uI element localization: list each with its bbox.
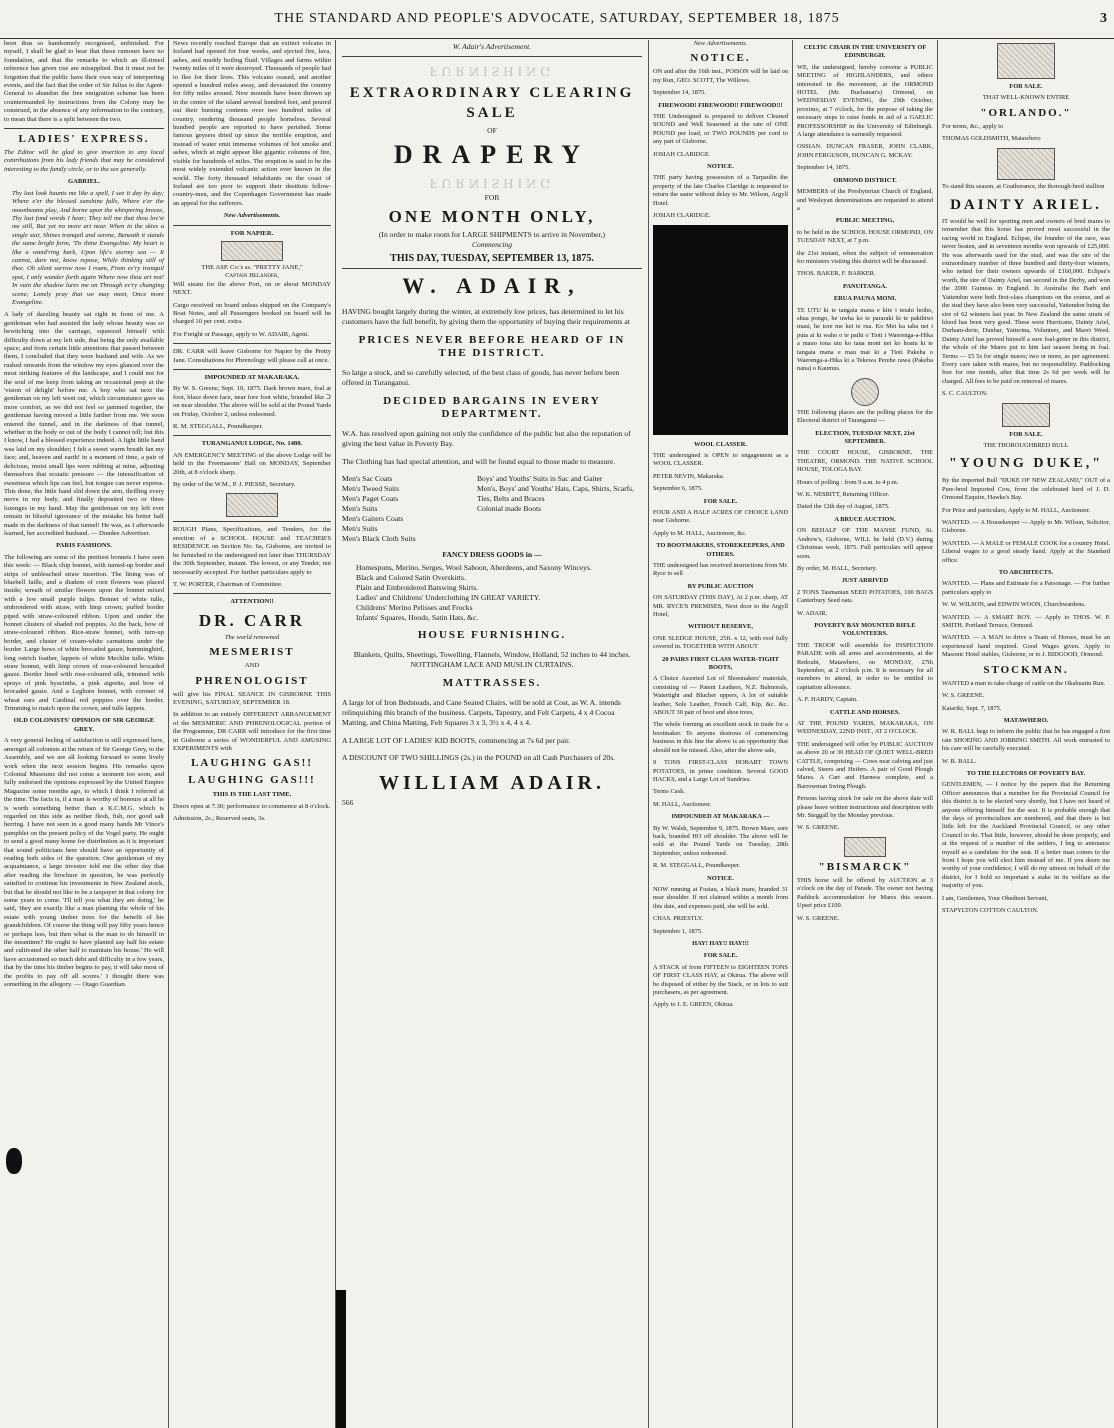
column-5: [793, 40, 937, 1428]
divider: [173, 521, 331, 522]
architects-sign: W. W. WILSON, and EDWIN WOON, Churchwardens.: [942, 601, 1086, 609]
list-item: Infants' Squares, Hoods, Satin Hats, &c.: [356, 613, 479, 623]
page-damage: [336, 1290, 346, 1428]
stockman-date: Kaiariki, Sept. 7, 1875.: [942, 704, 1002, 712]
list-item: Men's Suits: [342, 504, 378, 514]
list-item: Boys' and Youths' Suits in Sac and Gaiter: [476, 474, 603, 484]
firewood-heading: FIREWOOD! FIREWOOD!! FIREWOOD!!!: [658, 101, 783, 109]
ladies-editor-note: The Editor will be glad to give insertion to any local contributions from his lady friends that may be considered interesting to the family circle, or to the sex generally.: [4, 149, 164, 173]
list-item: Childrens' Merino Pelisses and Frocks: [356, 603, 473, 613]
william-adair-heading: WILLIAM ADAIR.: [378, 771, 606, 794]
celtic-date: September 14, 1875.: [797, 164, 850, 172]
napier-text: Will steam for the above Port, on or about MONDAY NEXT.: [173, 280, 331, 297]
napier-captain: Captain Helander,: [225, 272, 279, 280]
auction-heading: BY PUBLIC AUCTION: [687, 582, 754, 590]
divider: [342, 268, 642, 269]
poison-date: September 14, 1875.: [653, 89, 706, 97]
page-number: 3: [1100, 11, 1108, 26]
for-label: FOR: [484, 193, 500, 202]
makaraka-heading: IMPOUNDED AT MAKARAKA —: [671, 813, 770, 821]
having-bought-text: HAVING bought largely during the winter, at extremely low prices, has determined to let his customers have the full benefit, by giving them the opportunity of buying their requirements at: [342, 306, 630, 326]
politics-text: been thus so handsomely recognised, unfinished. For myself, I shall be glad to hear that these rumours have no foundation, and that the remarks to which an ill-timed reference has given rise are misapplied. But it must not be forgotten that the public have their own way of interpreting events, and the fact that the order of Sir Julius to the Agent-General to abandon the free emigration scheme has been countermanded by instructions from the Colony may be construed, in the absence of any information to the contrary, to mean that there is a split between the two.: [4, 40, 164, 123]
impound-heading: IMPOUNDED AT MAKARAKA.: [204, 374, 300, 381]
school-house-text: to be held in the SCHOOL HOUSE ORMOND, ON TUESDAY NEXT, at 7 p.m.: [797, 228, 933, 245]
list-item: Men's Black Cloth Suits: [342, 534, 416, 544]
materials-text: A Choice Assorted Lot of Shoemakers' materials, consisting of — Patent Leathers, N.Z. Balmorals, Watertight and Blucher uppers, A lot of suitable leather, Sole Leather, French Calf, Kip, &c. &c. ABOUT 30 pair of boot and shoe trees,: [653, 675, 788, 717]
lodge-sign: By order of the W.M., P. J. PIESSE, Secretary.: [173, 481, 296, 489]
commencing-label: Commencing: [471, 240, 513, 249]
bismarck-heading: "BISMARCK": [818, 860, 912, 873]
tender-text: ROUGH Plans, Specifications, and Tenders, for the erection of a SCHOOL HOUSE and TEACHER'S RESIDENCE on Section No. 6a, Gisborne, are invited to be furnished to the undersigned not later than THURSDAY the 30th September, instant. The lowest, or any Tender, not necessarily accepted. For further particulars apply to: [173, 526, 331, 576]
celtic-names: OSSIAN. DUNCAN FRASER, JOHN CLARK, JOHN FERGUSON, DUNCAN G. MCKAY.: [797, 143, 933, 159]
doors-text: Doors open at 7.30; performance to commence at 8 o'clock.: [173, 802, 331, 810]
stand-text: To stand this season, at Coathorance, the thorough-bred stallion: [942, 182, 1105, 190]
notice-heading: NOTICE.: [690, 52, 751, 65]
young-duke-heading: "YOUNG DUKE,": [948, 456, 1104, 472]
ormond-text: MEMBERS of the Presbyterian Church of England, and Wesleyan denominations are requested to attend a: [797, 188, 933, 212]
without-reserve: WITHOUT RESERVE,: [687, 623, 753, 631]
fostau-sign: CHAS. PRIESTLY.: [653, 915, 704, 923]
list-item: Men's, Boys' and Youths' Hats, Caps, Shirts, Scarfs, Ties, Belts and Braces: [476, 484, 634, 504]
ormond-heading: ORMOND DISTRICT.: [833, 176, 897, 184]
bismarck-text: THIS horse will be offered by AUCTION at 3 o'clock on the day of Parade. The owner not having Paddock accommodation for Mares this season. Upset price £100.: [797, 876, 933, 910]
electors-sign: STAPYLTON COTTON CAULTON.: [942, 907, 1039, 915]
admission-text: Admission, 2s.; Reserved seats, 3s.: [173, 815, 266, 823]
makaraka-sign: R. M. STEGGALL, Poundkeeper.: [653, 862, 741, 870]
so-large-text: So large a stock, and so carefully selected, of the best class of goods, has never before been offered in Turanganui.: [342, 367, 620, 387]
napier-heading: FOR NAPIER.: [230, 229, 274, 237]
drapery-heading: DRAPERY: [393, 140, 591, 169]
ladies-express-heading: LADIES' EXPRESS.: [18, 133, 150, 146]
celtic-heading: CELTIC CHAIR IN THE UNIVERSITY OF EDINBURGH.: [803, 44, 927, 60]
poison-text: ON and after the 16th inst., POISON will be laid on my Run, GEO. SCOTT, The Willows.: [653, 68, 788, 84]
attention-heading: ATTENTION!!: [230, 598, 274, 606]
stockman-text: WANTED a man to take charge of cattle on the Okahuatiu Run.: [942, 679, 1106, 687]
electors-heading: TO THE ELECTORS OF POVERTY BAY.: [966, 769, 1086, 777]
bruce-text: ON BEHALF OF THE MANSE FUND, St. Andrew's, Gisborne, WILL be held (D.V.) during Christmas week, 1875. Full particulars will appear soon.: [797, 527, 933, 560]
ad-number: 566: [342, 797, 354, 807]
fostau-date: September 1, 1875.: [653, 927, 703, 935]
electors-close: I am, Gentlemen, Your Obedient Servant,: [942, 894, 1048, 902]
lodge-emblem: [226, 493, 278, 517]
date-heading: THIS DAY, TUESDAY, SEPTEMBER 13, 1875.: [390, 253, 594, 264]
stockman-sign: W. S. GREENE.: [942, 692, 985, 700]
wanted-cook: WANTED. — A MALE or FEMALE COOK for a country Hotel. Liberal wages to a good steady hand. Apply at the Standard office.: [942, 539, 1110, 564]
list-item: Black and Colored Satin Overskirts.: [356, 573, 466, 583]
impound-sign: R. M. STEGGALL, Poundkeeper.: [173, 423, 263, 431]
clothing-text: The Clothing has had special attention, and will be found equal to those made to measure.: [342, 456, 616, 466]
house-furnishing-text: Blankets, Quilts, Sheetings, Towelling, Flannels, Window, Holland, 52 inches to 44 inches. NOTTINGHAM LACE AND MUSLIN CURTAINS.: [353, 649, 631, 669]
tender-sign: T. W. PORTER, Chairman of Committee.: [173, 580, 283, 588]
divider: [173, 225, 331, 226]
wanted-boy: WANTED. — A SMART BOY. — Apply to THOS. W. P. SMITH. Portland Terrace, Ormond.: [942, 613, 1110, 630]
hay-text: A STACK of from FIFTEEN to EIGHTEEN TONS OF FIRST CLASS HAY, at Okirua. The above will be disposed of either by the Stack, or in lots to suit purchasers, as per agreement.: [653, 963, 788, 997]
divider: [4, 128, 164, 129]
orlando-heading: "ORLANDO.": [980, 106, 1072, 119]
make-room-text: (In order to make room for LARGE SHIPMENTS to arrive in November,): [378, 230, 606, 239]
erua-text: TE UTU ki te tangata mana e kite i tetahi hoiho, shua pongo, he uwha ko te pararaki ki te pakihiwi maui, he tore me kei te rua. Ko Mei ka taha nei i puta ai ki waho o te paihi o Tioti i Waerenga-a-Hika a mauo tona utu ko tana moni nei ko hoatu ki te tangata mana e mau mai ki a Tioti Pakeha o Waerenga-a-Hika ki a Tekewa Perehe rawa (Pakeha nana) o Kaumus.: [797, 306, 933, 373]
divider: [173, 593, 331, 594]
extraordinary-heading: EXTRAORDINARY CLEARING SALE: [349, 85, 635, 121]
reputation-text: W.A. has resolved upon gaining not only the confidence of the public but also the reputation of giving the best value in Poverty Bay.: [342, 428, 631, 448]
kid-boots-text: A LARGE LOT OF LADIES' KID BOOTS, commencing at 7s 6d per pair.: [342, 735, 571, 745]
forsale-sign: Apply to M. HALL, Auctioneer, &c.: [653, 529, 747, 537]
paris-fashions-text: The following are some of the prettiest bonnets I have seen this week: — Black chip bonnet, with turned-up border and strips of unbleached straw insertion. The lining was of bluebell faille, and a diadem of corn flowers was placed inside; wreath of similar flowers upon the bonnet mixed with a few small purple tulips. Bonnet of white tulle, embroidered with straw, with limp crown; puffed border piped with straw-coloured ribbon. Upon and under the bonnet clusters of shaded red poppies. At the back, bow of straw-coloured ribbon. Rice-straw bonnet, with turn-up border, and cluster of cream-white carnations under the border. Large bows of white brocaded gauze, hummingbird, long ostrich feather, lappets of white Mechlin tulle. White straw bonnet, with limp crown of rose-coloured brocaded gauze. Border lined with rose-coloured silk, trimmed with sprays of pink hyacinths, a pink aigrette, and bow of brocaded gauze. And a Leghorn bonnet, with coronet of wheat ears and Cardinal red poppies over the border. Trimming to match upon the crown, and tulle lappets.: [4, 553, 164, 713]
dainty-ariel-text: IT would be well for sporting men and owners of bred mares to remember that this horse has proved most successful in the racing world in England. Eclipse, the founder of the race, was never beaten, and in seventeen months won upwards of £25,000. He was afterwards used for the stud, and was the sire of the extraordinary number of three hundred and thirty-four winners, who netted for their owners upwards of £160,000. Eclipse's worth, the sire of Dainty Ariel, ran second in the Derby, and won the 2000 Guineas in England. In Australia the Barb and Yattendon were both first-class champions on the course, and at the stud they have also been very successful, Yattendon being the sire of 62 winners last year. In New Zealand the same strain of blood has been very good. These were Hurricane, Dainty Ariel, Durham-derie, Dunbar, Yatterina, Volunteer, and Maori Weed. Dainty Ariel has proved himself a sure foal-getter in this district, the whole of the Mares put to him last season being in foal. Terms — £5 5s for single mares; two or more, as per agreement. Every care taken with mares, but no responsibility. Paddocking free for one month, after that time 2s 6d per week will be charged. All fees to be paid on removal of mares.: [942, 218, 1110, 385]
horse-illustration: [997, 43, 1055, 79]
royal-crest-illustration: [851, 378, 879, 406]
bull-intro: THE THOROUGHBRED BULL: [983, 441, 1069, 449]
grey-text: A very general feeling of satisfaction is still expressed here, amongst all colonists at the return of Sir George Grey, to the Assembly, and we are all looking forward to some lively work when the next session begins. His remarks upon Colonial Museums did not come a moment too soon, and fully endorsed the opinions expressed by the United Empire Magazine some months ago, to which I think I referred at the time. The facts is, if a man is worthy of honours at all he is worth something better than a K.C.M.G. which is regarded on this side as neither flesh, fish, nor good salt herring. I have not seen in a good many hands Mr Vince's pamphlet on the present policy of the Vogel party. He ought to send a good many home for distribution as it is important that sound politicians here should have an opportunity of reading both sides of the question. One gentleman of my acquaintance, a large investor told me the other day that after reading the brochure in question, he was perfectly satisfied to continue his investments in New Zealand stock, but that he should not like to be a taxpayer in that colony for some years to come. 'I'll tell you what they are doing,' he said, 'they are exactly like a man planting the whole of his estate with young timber trees for the benefit of his grandchildren. Of course the thing will pay fifty years hence or perhaps less, but then what is the man to do himself in the meantime? He ought to have planted say half his estate and cultivated the other half to maintain his house.' He will have accustomed so much debt and difficulty in a few years, that by the time his timber begins to pay, it will take most of the profits to pay off all scores.' I thought there was something in the allegory. — Otago Guardian.: [4, 737, 164, 989]
matawhero-heading: MATAWHERO.: [1003, 716, 1049, 724]
final-seance: will give his FINAL SEANCE IN GISBORNE THIS EVENING, SATURDAY, SEPTEMBER 18.: [173, 690, 331, 706]
bismarck-sign: W. S. GREENE.: [797, 914, 840, 922]
dainty-ariel-heading: DAINTY ARIEL.: [950, 197, 1102, 214]
firewood-sign: JOSIAH CLARIDGE.: [653, 150, 711, 158]
impound-text: By W. S. Greene, Sept. 10, 1875. Dark brown mare, foal at foot, blaze down face, near fore foot white, branded like ᑐ on near shoulder. The above will be sold at the Pound Yards on Friday, October 2, unless redeemed.: [173, 385, 331, 418]
firewood-text: THE Undersigned is prepared to deliver Cleaned SOUND and Well Seasoned at the rate of ONE POUND per load, or TWO POUNDS per cord to any part of Gisborne.: [653, 113, 788, 146]
house-furnishing-heading: HOUSE FURNISHING.: [417, 629, 567, 642]
bull-illustration: [1002, 403, 1050, 427]
divider: [173, 435, 331, 436]
divider: [173, 369, 331, 370]
ormond-sign: THOS. BAKER, F. BARKER.: [797, 270, 876, 278]
masthead-title: THE STANDARD AND PEOPLE'S ADVOCATE, SATURDAY, SEPTEMBER 18, 1875: [274, 11, 840, 26]
discount-text: A DISCOUNT OF TWO SHILLINGS (2s.) in the POUND on all Cash Purchasers of 20s.: [342, 753, 616, 763]
phrenologist-heading: PHRENOLOGIST: [195, 674, 309, 687]
adair-section-heading: W. Adair's Advertisement.: [452, 42, 532, 51]
wool-text: THE undersigned is OPEN to engagement as a WOOL CLASSER.: [653, 451, 788, 468]
fancy-list: [342, 563, 642, 623]
cattle-heading: CATTLE AND HORSES.: [829, 708, 901, 716]
tarpaulin-text: THE party having possession of a Tarpaulin the property of the late Charles Claridge is requested to return the same without delay to Mr. Wilson, Argyll Hotel.: [653, 174, 788, 207]
polling-places: THE COURT HOUSE, GISBORNE. THE THEATRE, ORMOND. THE NATIVE SCHOOL HOUSE, TOLOGA BAY.: [797, 449, 933, 474]
poem-text: Thy last look haunts me like a spell, I see it day by day; Where e'er the blessed sunshine falls, Where e'er the moonbeams play, And borne upon the whispering breeze, Thy last fond words I hear; They tell me that thou lov'st me still, But yet no more art near. When in the skies a single star, Shines tranquil and serene, Beneath it stands the same bright form, 'Tis thine Evangeline. My heart is like a wand'ring bark, Upon life's stormy sea — It cannot, dare not, know repose, While thinking still of thee. Oh silent sorrow now I roam, From ev'ry tranquil spot, I only wander forth again Where now thou art not! In vain the shadow lures me on Through ev'ry changing scene; Lonely pray that we may meet, Once more Evangeline.: [12, 189, 164, 306]
show-through-text: FURNISHING: [429, 175, 555, 190]
stockman-heading: STOCKMAN.: [983, 663, 1069, 676]
cattle-text: THE undersigned will offer by PUBLIC AUCTION as above 20 or 30 HEAD OF QUIET WELL-BRED CATTLE, comprising — Cows near calving and just calved, Steers and Heifers. A pair of Good Plough Mares. A Cart and Harness complete, and a Barrowman Swing Plough.: [797, 740, 933, 790]
hay-forsale: FOR SALE.: [703, 952, 738, 960]
makaraka-text: By W. Walsh, September 9, 1875. Brown Mare, sore back, branded HO off shoulder. The above will be sold at the Pound Yards on Tuesday, 28th September, unless redeemed.: [653, 824, 788, 857]
column-2: [169, 40, 335, 1428]
bruce-sign: By order, M. HALL, Secretary.: [797, 564, 877, 572]
bruce-auction-heading: A BRUCE AUCTION.: [834, 515, 896, 523]
adair-advertisement: [336, 40, 648, 1428]
architects-heading: TO ARCHITECTS.: [998, 569, 1054, 577]
boys-list: [477, 474, 642, 544]
panuitanga-heading: PANUITANGA.: [843, 282, 887, 290]
tunnel-story: A lady of dazzling beauty sat right in front of me. A gentleman who had assisted the lady whose beauty was so bewitching into the carriage, squeezed himself with difficulty down at my left side, that being the only available space; and from certain little attentions that passed between them, I concluded that they were husband and wife. As we rushed onwards from the window my eyes glanced over the most striking features of the landscape, and I could not for the soul of me keep from taking an occasional peep at the 'vision of delight' before me. A boy who sat next the gentleman on my left went out, which circumstance gave us more comfort, as we did not feel so jammed together, the gentleman having moved a little farther from me. We soon entered the tunnel, and in the darkness of that tunnel, whether in the body or out of the body I cannot tell; but this I know, I had a blessed experience indeed. A light little hand was laid on my shoulder; I felt a sweet warm breath fan my face; and, heaven and earth! in a moment of time, a pair of delicious, moist small lips were rubbing at mine, adjusting themselves that ecstatic pressure — the intensification of sweetness which lips can feel, but tongue can never express. This done, the little hand slid down the arm, thrilling every nerve in my body, and finally deposited two or three lozenges in my hand. May the gentleman on my left ever remain in blissful ignorance of the mistake his better half made in the darkness of that tunnel! He was, as I afterwards learned, her accredited husband. — Dundee Advertiser.: [4, 311, 164, 537]
one-month-heading: ONE MONTH ONLY,: [388, 207, 596, 226]
forsale2-heading: FOR SALE.: [1009, 430, 1043, 438]
masthead: [0, 0, 1114, 38]
fostau-text: NOW running at Fostau, a black mare, branded 31 near shoulder. If not claimed within a month from this date, and expenses paid, she will be sold.: [653, 885, 788, 910]
wool-date: September 6, 1875.: [653, 485, 703, 493]
orlando-terms: For terms, &c., apply to: [942, 122, 1004, 130]
column-1: [0, 40, 168, 1428]
sledge-text: ONE SLEDGE HOUSE, 25ft. x 12, with roof fully covered in. TOGETHER WITH ABOUT: [653, 634, 788, 651]
notice2-heading: NOTICE.: [707, 163, 734, 171]
ball-text: W. R. BALL begs to inform the public that he has engaged a first rate SHOEING AND JOBBING SMITH. All work entrusted to his care will be carefully executed.: [942, 728, 1110, 753]
list-item: Men's Gaiters Coats: [342, 514, 404, 524]
auction-date: ON SATURDAY (THIS DAY), At 2 p.m. sharp, AT MR. RYCE'S PREMISES, Next door to the Argyll Hotel,: [653, 594, 788, 618]
carr-note: DR. CARR will leave Gisborne for Napier by the Pretty Jane. Consultations for Phrenology will please call at once.: [173, 348, 331, 364]
list-item: Homespuns, Merino, Serges, Wool Saboon, Aberdeens, and Saxony Winceys.: [356, 563, 592, 573]
bull-text: By the imported Bull "DUKE OF NEW ZEALAND," OUT of a Pure-bred Imported Cow, from the celebrated herd of J. D. Ormond Esquire, Hawke's Bay.: [942, 477, 1110, 502]
lodge-heading: TURANGANUI LODGE, No. 1480.: [201, 440, 303, 448]
wool-heading: WOOL CLASSER.: [694, 440, 747, 448]
masthead-rule: [0, 38, 1114, 39]
dainty-ariel-sign: S. C. CAULTON.: [942, 390, 988, 398]
election-text: THE following places are the polling places for the Electoral district of Turanganui —: [797, 408, 933, 425]
orlando-sign: THOMAS GOLDSMITH, Matawhero: [942, 135, 1041, 143]
programme-text: In addition to an entirely DIFFERENT ARRANGEMENT of the MESMERIC AND PHRENOLOGICAL portion of the Programme, DR CARR will introduce for the first time in Gisborne a series of WONDERFUL AND AMUSING EXPERIMENTS with: [173, 711, 331, 752]
potatoes-text: 9 TONS FIRST-CLASS HOBART TOWN POTATOES, in prime condition. Several GOOD HACKS, and a Large Lot of Sundries.: [653, 759, 788, 783]
lodge-text: AN EMERGENCY MEETING of the above Lodge will be held in the Freemasons' Hall on MONDAY, September 20th, at 8 o'clock sharp.: [173, 451, 331, 476]
forsale-text: FOUR AND A HALF ACRES OF CHOICE LAND near Gisborne.: [653, 508, 788, 525]
mesmerist-heading: MESMERIST: [209, 646, 295, 659]
napier-ship: THE ASP. Co.'s ss. "PRETTY JANE,": [201, 263, 303, 271]
mattrasses-text: A large lot of Iron Bedsteads, and Cane Seated Chairs, will be sold at Cost, as W. A. intends relinquishing this branch of the business. Carpets, Tapestry, and Felt Carpets, 4 x 4 Cocoa Matting, and China Matting, Felt Squares 3 x 3, 3½ x 4, 4 x 4.: [342, 697, 621, 727]
tarpaulin-sign: JOSIAH CLARIDGE.: [653, 212, 711, 220]
divider: [342, 56, 642, 57]
bull-apply: For Price and particulars, Apply to M. HALL, Auctioneer.: [942, 506, 1091, 514]
cattle-sign: W. S. GREENE.: [797, 824, 840, 832]
ball-sign: W. R. BALL.: [942, 757, 977, 765]
architects-text: WANTED. — Plans and Estimate for a Parsonage. — For further particulars apply to: [942, 580, 1110, 596]
horse-illustration: [844, 837, 886, 857]
wanted-man: WANTED. — A MAN to drive a Team of Horses, must be an experienced hand required. Good Wages given. Apply to Masonic Hotel stables, Gisborne, or to J. BIDGOOD, Ormond.: [942, 634, 1110, 659]
ink-blot: [6, 1148, 22, 1174]
divider: [173, 343, 331, 344]
forsale-heading: FOR SALE.: [1009, 83, 1043, 90]
hay-heading: HAY! HAY!! HAY!!!: [692, 940, 749, 947]
napier-agent: For Freight or Passage, apply to W. ADAIR, Agent.: [173, 330, 309, 338]
laughing-gas-2: LAUGHING GAS!!!: [188, 774, 316, 787]
prices-never-heading: PRICES NEVER BEFORE HEARD OF IN THE DISTRICT.: [358, 334, 626, 360]
poem-title: GABRIEL.: [67, 178, 101, 186]
terms-sign: M. HALL, Auctioneer.: [653, 800, 712, 808]
wanted-housekeeper: WANTED. — A Housekeeper — Apply to Mr. Wilson, Solicitor, Gisborne.: [942, 519, 1110, 535]
polling-date: Dated the 12th day of August, 1875.: [797, 503, 890, 511]
last-time: THIS IS THE LAST TIME.: [212, 791, 292, 799]
list-item: Colonial made Boots: [476, 504, 542, 514]
and-label: AND: [244, 662, 260, 670]
bootmakers-text: THE undersigned has received instructions from Mr. Ryce to sell: [653, 561, 788, 578]
notice3-heading: NOTICE.: [707, 874, 734, 882]
wool-sign: PETER NEVIN, Makaraka.: [653, 472, 725, 480]
rifles-sign: A. F. HARDY, Captain.: [797, 696, 858, 704]
paris-fashions-heading: PARIS FASHIONS.: [56, 542, 112, 550]
bootmakers-heading: TO BOOTMAKERS, STOREKEEPERS, AND OTHERS.: [656, 542, 785, 558]
steamship-illustration: [221, 241, 283, 261]
ormond-more: the 21st instant, when the subject of remuneration for ministers visiting this district will be discussed.: [797, 249, 933, 265]
celtic-text: WE, the undersigned, hereby convene a PUBLIC MEETING of HIGHLANDERS, and others interested in the movement, at the ORMOND HOTEL (Mr. Buchanan's) Ormond, on WEDNESDAY EVENING, the 29th October, proximo, at 7 o'clock, for the purpose of taking the necessary steps to raise funds in aid of a GAELIC PROFESSORSHIP in the University of Edinburgh. A large attendance is earnestly requested.: [797, 63, 933, 139]
napier-cargo: Cargo received on board unless shipped on the Company's Boat Notes, and all Passengers booked on board will be charged 10 per cent. extra.: [173, 301, 331, 326]
show-through-text: FURNISHING: [429, 63, 555, 78]
polling-hours: Hours of polling : from 9 a.m. to 4 p.m.: [797, 478, 899, 486]
whole-text: The whole forming an excellent stock in trade for a bootmaker. To anyone desirous of commencing business in this line the above is an opportunity that should not be missed. Also, after the above sale,: [653, 721, 788, 754]
volcano-text: News recently reached Europe that an extinct volcano in Iceland had opened for four weeks, and ejected fire, lava, ashes, and muddy boiling fluid. Villages and farms within twenty miles of it were destroyed. Thousands of people had to flee for their lives. This volcano ceased, and another opened a hundred miles away, and devastated the country for fifty miles around. New mounds have been thrown up in the centre of the island several hundred feet, and poured out their burning contents over two hundred miles of country, rendering thousand people homeless. Several hundred people are reported to have perished. Some famous geysers dried up since the terrible eruption, and instead of water emit immense volumes of hot smoke and ashes, which at night appear like gigantic columns of fire, visible for hundreds of miles. The eruption is said to be the most widely extended volcanic action ever known in the world. The forty thousand inhabitants on the coast of Iceland are too poor to support their destitute fellow-country-men, and the Copenhagen Government has made an appeal for the sufferers.: [173, 40, 331, 207]
list-item: Plain and Embroidered Batswing Skirts.: [356, 583, 479, 593]
decided-bargains-heading: DECIDED BARGAINS IN EVERY DEPARTMENT.: [383, 395, 601, 421]
forsale-heading: FOR SALE.: [703, 497, 738, 505]
terms-label: Terms Cash.: [653, 788, 685, 796]
just-arrived-sign: W. ADAIR.: [797, 609, 828, 617]
rifles-text: THE TROOP will assemble for INSPECTION PARADE with all arms and accoutrements, at the Redoubt, Matawhero, on MONDAY, 27th September, at 2 o'clock p.m. It is necessary for all members to attend, in order to be entitled to capitation allowance.: [797, 641, 933, 691]
rifles-heading: POVERTY BAY MOUNTED RIFLE VOLUNTEERS.: [814, 621, 916, 638]
new-ads-heading: New Advertisements.: [223, 212, 281, 220]
just-arrived-heading: JUST ARRIVED: [841, 577, 889, 585]
horse-illustration: [997, 148, 1055, 180]
grey-heading: OLD COLONISTS' OPINION OF SIR GEORGE GREY.: [13, 717, 155, 733]
w-adair-heading: W. ADAIR,: [402, 273, 582, 298]
list-item: Ladies' and Childrens' Underclothing IN GREAT VARIETY.: [356, 593, 541, 603]
mens-coats-list: [342, 474, 469, 544]
fancy-heading: FANCY DRESS GOODS in —: [442, 550, 542, 560]
mattrasses-heading: MATTRASSES.: [442, 677, 542, 690]
column-6: [938, 40, 1114, 1428]
boots-heading: 20 PAIRS FIRST CLASS WATER-TIGHT BOOTS,: [662, 655, 779, 672]
orlando-intro: THAT WELL-KNOWN ENTIRE: [982, 94, 1070, 102]
new-ads-heading: New Advertisements.: [693, 40, 748, 47]
clothing-lists: [342, 474, 642, 544]
laughing-gas-1: LAUGHING GAS!!: [191, 757, 313, 770]
world-renowned: The world renowned: [224, 633, 280, 641]
column-4: [649, 40, 792, 1428]
dr-carr-heading: DR. CARR: [198, 610, 306, 630]
cattle-where: AT THE POUND YARDS, MAKARAKA, ON WEDNESDAY, 22ND INST., AT 2 O'CLOCK.: [797, 720, 933, 736]
list-item: Men's Tweed Suits: [342, 484, 400, 494]
cattle-more: Persons having stock for sale on the above date will please leave written instructions and description with Mr. Steggall by the Monday previous.: [797, 795, 933, 820]
list-item: Men's Paget Coats: [342, 494, 399, 504]
redacted-block: [653, 225, 788, 435]
just-arrived-text: 2 TONS Tasmanian SEED POTATOES, 100 BAGS Canterbury Seed oats.: [797, 588, 933, 605]
list-item: Men's Sac Coats: [342, 474, 393, 484]
of-label: OF: [487, 126, 497, 135]
erua-heading: ERUA PAUNA MONI.: [833, 295, 897, 303]
electors-text: GENTLEMEN, — I notice by the papers that the Returning Officer announces that a member for the Provincial Council for this district is to be elected very shortly, but I have not heard of anyone offering himself for the seat. It is probable enough that the days of provincialism are numbered, and that there is but little left for the Auckland Provincial Council, or any other Council to do. That little, however, should be done properly, and at the request of a number of the settlers, I beg to announce myself as a candidate for the seat. If a better man comes to the front I hope you will elect him instead of me. If you deem me worthy of your confidence, I will do my utmost on behalf of the district, for I hold so important a stake in its welfare as the majority of you.: [942, 781, 1110, 890]
public-meeting-heading: PUBLIC MEETING,: [835, 217, 895, 225]
election-heading: ELECTION, TUESDAY NEXT, 21st SEPTEMBER.: [815, 429, 915, 446]
hay-sign: Apply to J. E. GREEN, Okirua.: [653, 1001, 734, 1009]
polling-sign: W. K. NESBITT, Returning Officer.: [797, 491, 890, 499]
list-item: Men's Suits: [342, 524, 378, 534]
